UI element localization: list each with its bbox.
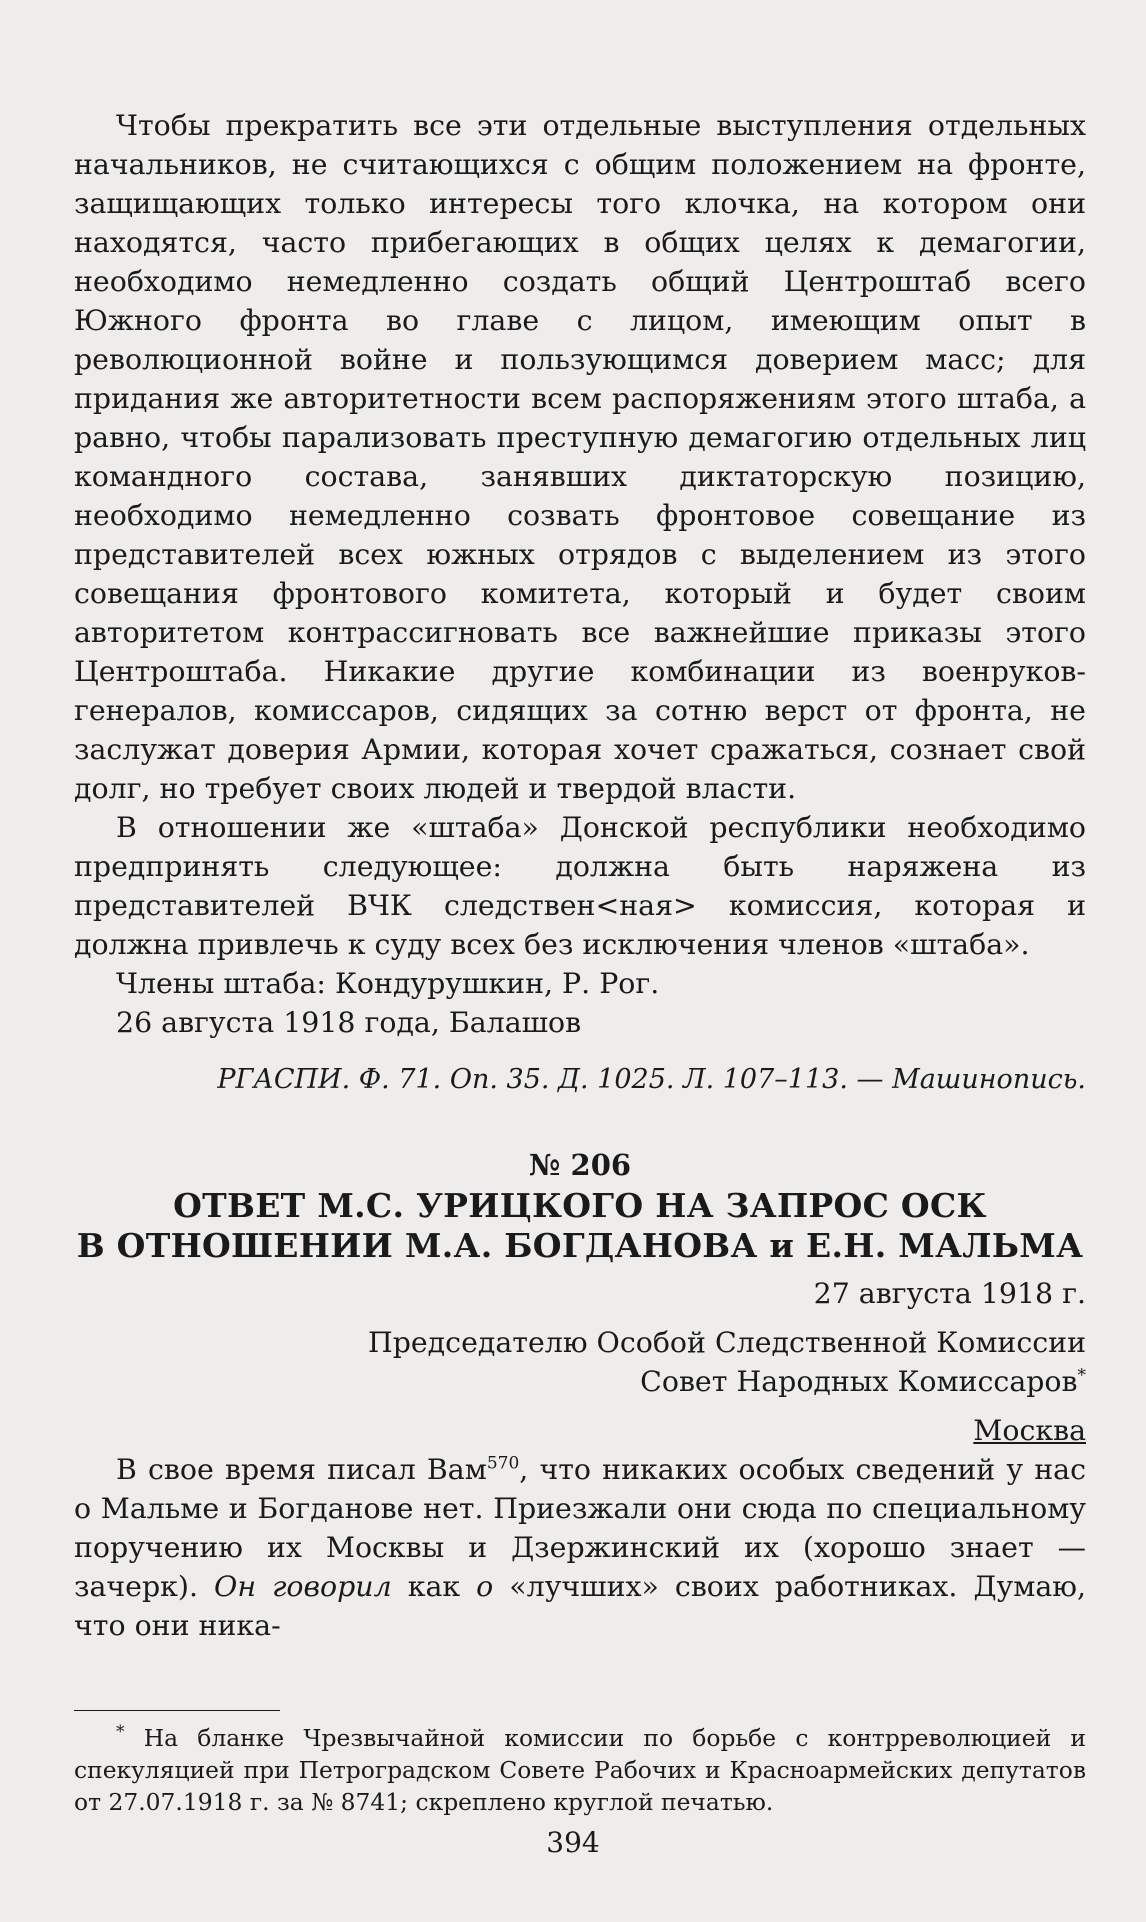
footnote-text: На бланке Чрезвычайной комиссии по борьбе с контрреволюцией и спекуляцией при Петроградском Совете Рабочих и Красноармейских депутатов от 27.07.1918 г. за № 8741; скреплено круглой печатью. (74, 1724, 1086, 1816)
addressee-city: Москва (973, 1414, 1086, 1447)
document-date: 27 августа 1918 г. (813, 1277, 1086, 1310)
footnote-marker: * (116, 1722, 125, 1743)
signatures: Члены штаба: Кондурушкин, Р. Рог. (116, 967, 660, 1000)
page-number: 394 (546, 1826, 600, 1859)
body-paragraph: Чтобы прекратить все эти отдельные выступления отдельных начальников, не считающихся с общим положением на фронте, защищающих только интересы того клочка, на котором они находятся, часто прибегающих в общих целях к демагогии, необходимо немедленно создать общий Центроштаб всего Южного фронта во главе с лицом, имеющим опыт в революционной войне и пользующимся доверием масс; для придания же авторитетности всем распоряжениям этого штаба, а равно, чтобы парализовать преступную демагогию отдельных лиц командного состава, занявших диктаторскую позицию, необходимо немедленно созвать фронтовое совещание из представителей всех южных отрядов с выделением из этого совещания фронтового комитета, который и будет своим авторитетом контрассигновать все важнейшие приказы этого Центроштаба. Никакие другие комбинации из военруков-генералов, комиссаров, сидящих за сотню верст от фронта, не заслужат доверия Армии, которая хочет сражаться, сознает свой долг, но требует своих людей и твердой власти. (74, 109, 1086, 805)
addressee-line-2: Совет Народных Комиссаров* (640, 1365, 1086, 1398)
letter-body: В свое время писал Вам$^{570}$, что никаких особых сведений у нас о Мальме и Богданове нет. Приезжали они сюда по специальному поручению их Москвы и Дзержинский их (хорошо знает — зачерк). Он говорил как о «лучших» своих работниках. Думаю, что они ника- (74, 1453, 1087, 1642)
footnote (74, 1722, 1086, 1818)
addressee-line-1: Председателю Особой Следственной Комиссии (367, 1326, 1086, 1359)
document-title-line-2: В ОТНОШЕНИИ М.А. БОГДАНОВА и Е.Н. МАЛЬМА (76, 1226, 1084, 1265)
previous-document-text (74, 106, 1086, 1095)
document-number: № 206 (528, 1148, 632, 1182)
footnote-marker: * (1077, 1365, 1086, 1386)
archive-source: РГАСПИ. Ф. 71. Оп. 35. Д. 1025. Л. 107–113. — Машинопись. (217, 1064, 1086, 1095)
reference-number: 570 (486, 1453, 520, 1474)
document-title-line-1: ОТВЕТ М.С. УРИЦКОГО НА ЗАПРОС ОСК (173, 1186, 987, 1225)
body-paragraph: В отношении же «штаба» Донской республики необходимо предпринять следующее: должна быть наряжена из представителей ВЧК следствен<ная> комиссия, которая и должна привлечь к суду всех без исключения членов «штаба». (74, 811, 1086, 961)
footnote-divider (74, 1710, 280, 1711)
date-place: 26 августа 1918 года, Балашов (116, 1006, 582, 1039)
document-206 (74, 1148, 1086, 1645)
